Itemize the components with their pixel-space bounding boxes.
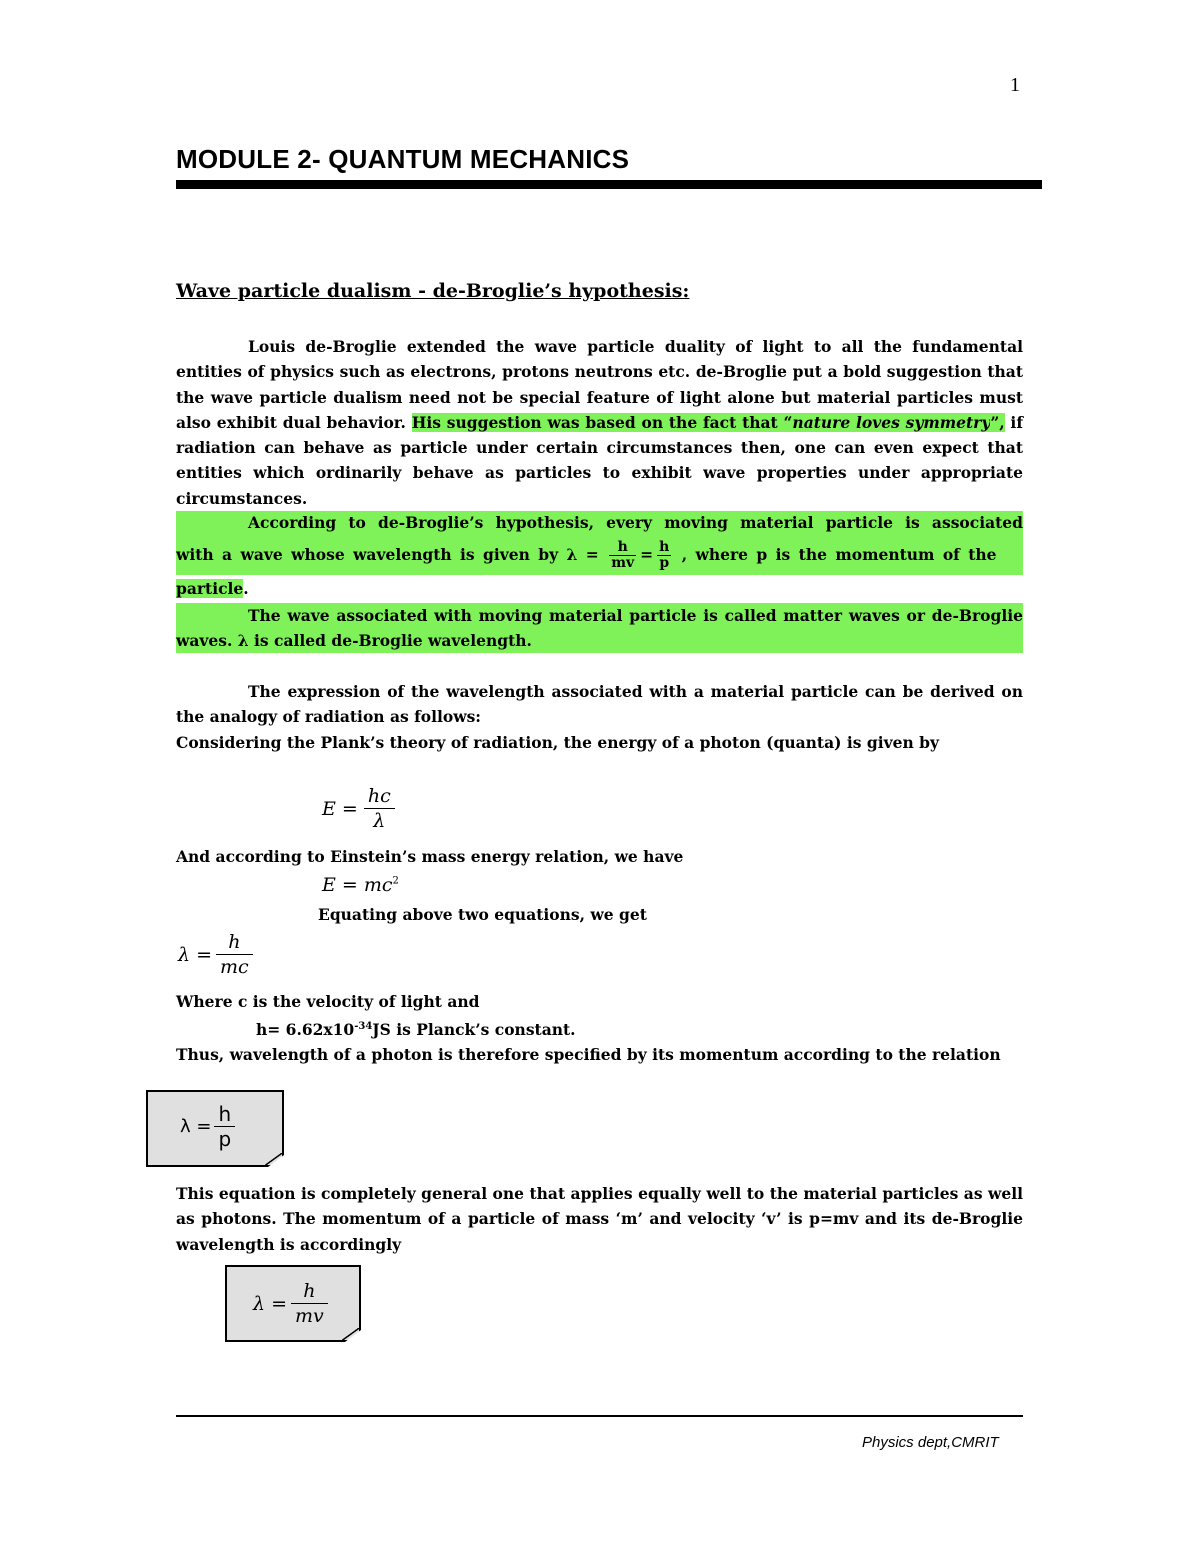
footer-text: Physics dept,CMRIT — [862, 1434, 999, 1451]
wavelength-fraction-p — [657, 540, 671, 571]
eq3-num: h — [216, 930, 253, 955]
equation-photon-wavelength — [178, 930, 253, 979]
eq1-num: hc — [364, 784, 395, 809]
para2-line1: According to de-Broglie’s hypothesis, every moving material particle is associated — [248, 513, 1023, 532]
einstein-line: And according to Einstein’s mass energy relation, we have — [176, 847, 684, 866]
paragraph-derivation — [176, 679, 1023, 755]
where-line3: Thus, wavelength of a photon is therefore specified by its momentum according to the relation — [176, 1044, 1001, 1064]
boxed-equation-momentum — [146, 1090, 284, 1167]
para1-highlight-b: ”, — [990, 412, 1005, 432]
section-heading: Wave particle dualism - de-Broglie’s hypothesis: — [176, 280, 690, 302]
eq1-lhs: E = — [322, 797, 358, 820]
equating-line: Equating above two equations, we get — [318, 905, 647, 924]
paragraph-hypothesis — [176, 511, 1023, 601]
paragraph-intro — [176, 334, 1023, 511]
eq3-fraction — [216, 930, 253, 979]
box2-lhs: λ = — [253, 1292, 288, 1315]
wavelength-fraction-mv — [609, 540, 636, 571]
para3-text: The wave associated with moving material particle is called matter waves or de-Broglie waves. λ is called de-Broglie wavelength. — [176, 606, 1023, 650]
module-title: MODULE 2- QUANTUM MECHANICS — [176, 144, 630, 174]
eq1-den: λ — [373, 810, 386, 832]
eq2-lhs: E = mc — [322, 874, 393, 896]
box2-num: h — [291, 1279, 328, 1304]
frac-mv: mv — [611, 554, 635, 571]
page-number: 1 — [1010, 74, 1020, 96]
eq3-lhs: λ = — [178, 943, 213, 966]
frac-h-2: h — [659, 538, 670, 555]
para4-text: The expression of the wavelength associated with a material particle can be derived on the analogy of radiation as follows: — [176, 682, 1023, 727]
box2-den: mv — [295, 1305, 324, 1327]
para1-text-b: if radiation can behave as particle under certain circumstances then, one can even expect that entities which ordinarily behave as particles to exhibit wave properties under appropriate circumstances. — [176, 412, 1023, 508]
equation-mass-energy — [322, 874, 399, 896]
where-line2-exp: -34 — [354, 1021, 373, 1033]
para2-line2-a: with a wave whose wavelength is given by λ = — [176, 545, 608, 564]
box2-fraction — [291, 1279, 328, 1328]
para2-line3: particle — [176, 579, 244, 598]
para1-highlight-italic: nature loves symmetry — [792, 412, 991, 432]
para2-eq-sign: = — [640, 545, 654, 564]
para1-text-a: Louis de-Broglie extended the wave particle duality of light to all the fundamental entities of physics such as electrons, protons neutrons etc. de-Broglie put a bold suggestion that the wave particle dualism need not be special feature of light alone but material particles must also exhibit dual behavior. — [176, 337, 1023, 432]
where-line1: Where c is the velocity of light and — [176, 992, 480, 1011]
para1-highlight-a: His suggestion was based on the fact that “ — [411, 412, 793, 432]
box2-fold-line — [342, 1328, 360, 1341]
para2-line3-end: . — [243, 579, 249, 598]
box1-lhs: λ = — [180, 1116, 212, 1137]
title-rule — [176, 180, 1042, 189]
box1-num: h — [214, 1102, 235, 1127]
frac-h: h — [609, 540, 636, 556]
paragraph-general: This equation is completely general one that applies equally well to the material particles as well as photons. The momentum of a particle of mass ‘m’ and velocity ‘v’ is p=mv and its de-Broglie wavelength is accordingly — [176, 1184, 1023, 1254]
equation-photon-energy — [322, 784, 395, 833]
where-block — [176, 989, 1023, 1067]
box1-den: p — [218, 1127, 232, 1151]
paragraph-matter-waves — [176, 603, 1023, 653]
where-line2-b: JS is Planck’s constant. — [372, 1020, 576, 1040]
para2-line2-b: , where p is the momentum of the — [673, 545, 997, 564]
frac-p: p — [659, 554, 670, 571]
box1-fold-line — [265, 1153, 283, 1166]
boxed-equation-debroglie — [225, 1265, 361, 1342]
para4-line2: Considering the Plank’s theory of radiation, the energy of a photon (quanta) is given by — [176, 732, 939, 752]
eq1-fraction — [364, 784, 395, 833]
where-line2-a: h= 6.62x10 — [256, 1020, 355, 1040]
eq3-den: mc — [220, 956, 249, 978]
footer-rule — [176, 1415, 1023, 1417]
planck-constant-line — [176, 1014, 1023, 1042]
eq2-exponent: 2 — [392, 875, 399, 887]
box1-fraction — [214, 1102, 235, 1151]
